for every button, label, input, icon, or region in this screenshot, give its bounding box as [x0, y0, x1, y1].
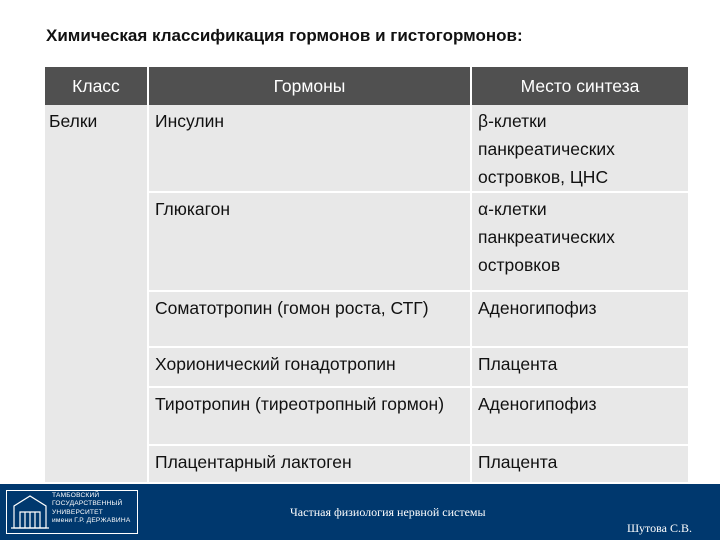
- class-cell: Белки: [45, 105, 148, 483]
- site-cell: Аденогипофиз: [471, 291, 688, 347]
- header-synthesis-site: Место синтеза: [471, 67, 688, 105]
- header-class: Класс: [45, 67, 148, 105]
- logo-line: ГОСУДАРСТВЕННЫЙ: [52, 500, 123, 508]
- logo-line: УНИВЕРСИТЕТ: [52, 508, 103, 516]
- logo-text: [52, 492, 138, 525]
- hormone-cell: Тиротропин (тиреотропный гормон): [148, 387, 471, 445]
- site-cell: β-клетки панкреатических островков, ЦНС: [471, 105, 688, 192]
- hormone-cell: Хорионический гонадотропин: [148, 347, 471, 387]
- hormone-table: [45, 67, 688, 484]
- hormone-cell: Глюкагон: [148, 192, 471, 291]
- site-cell: Плацента: [471, 445, 688, 483]
- hormone-cell: Инсулин: [148, 105, 471, 192]
- table-header-row: [45, 67, 688, 105]
- author-name: Шутова С.В.: [626, 521, 692, 535]
- site-cell: Аденогипофиз: [471, 387, 688, 445]
- site-cell: α-клетки панкреатических островков: [471, 192, 688, 291]
- slide-title: Химическая классификация гормонов и гистогормонов:: [46, 26, 523, 45]
- logo-line: имени Г.Р. ДЕРЖАВИНА: [52, 516, 131, 524]
- site-cell: Плацента: [471, 347, 688, 387]
- table-row: [45, 105, 688, 192]
- hormone-cell: Соматотропин (гомон роста, СТГ): [148, 291, 471, 347]
- course-title: Частная физиология нервной системы: [290, 505, 486, 519]
- hormone-cell: Плацентарный лактоген: [148, 445, 471, 483]
- header-hormones: Гормоны: [148, 67, 471, 105]
- logo-line: ТАМБОВСКИЙ: [52, 492, 100, 499]
